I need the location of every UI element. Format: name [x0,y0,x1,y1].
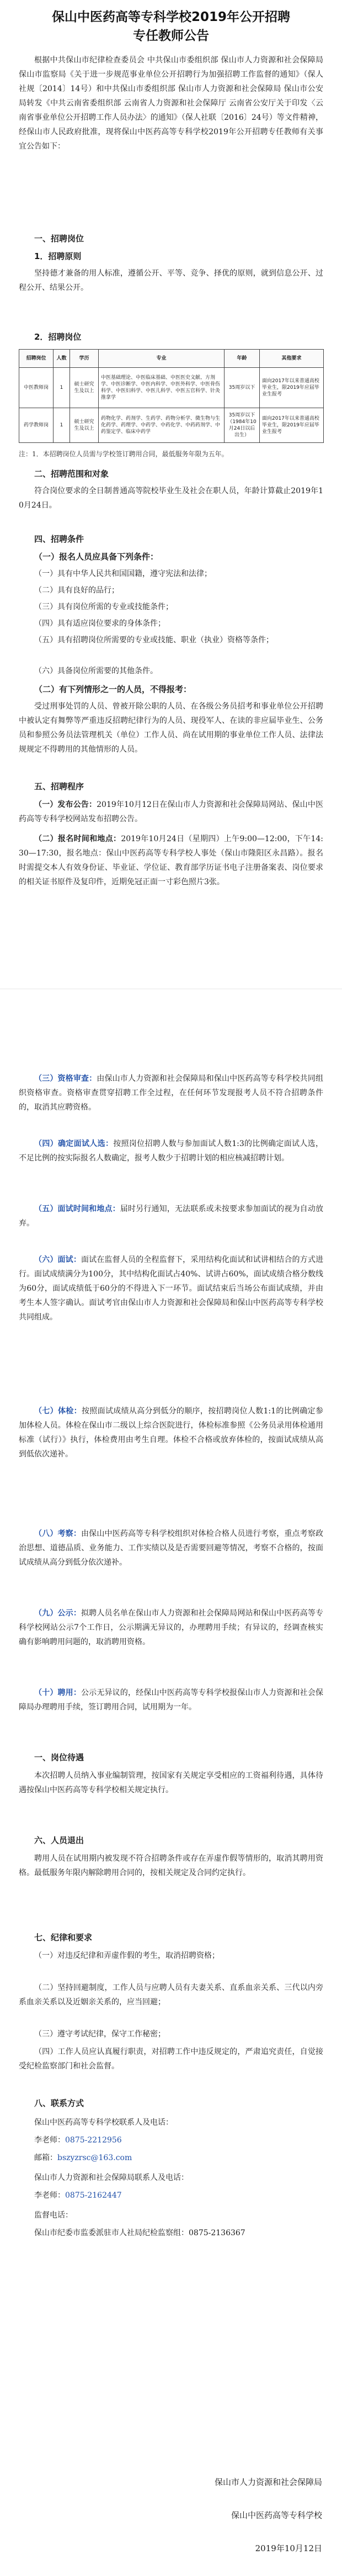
header-other: 其他要求 [260,350,324,368]
step-interview-time-label: （五）面试时间和地点： [34,1205,120,1213]
table-header-row [19,350,324,368]
contact-name: 李老师： [34,2191,65,2200]
section-heading-posts: 一、招聘岗位 [34,234,84,244]
step-hiring-text: 公示无异议的，经保山中医药高等专科学校报保山市人力资源和社会保障局办理聘用手续，签订聘用合同，试用期为一年。 [19,1688,323,1712]
table-row [19,368,324,408]
step-registration [19,832,323,932]
section-heading-contact: 八、联系方式 [34,2098,84,2108]
page-title-line1: 保山中医药高等专科学校2019年公开招聘 [51,10,290,24]
condition-item: （二）具有良好的品行； [34,586,119,595]
discipline-item: （三）遵守考试纪律，保守工作秘密； [34,2030,165,2039]
header-post: 招聘岗位 [19,350,54,368]
contact-person-school [19,2133,323,2147]
step-interview-text: 面试在监督人员的全程监督下，采用结构化面试和试讲相结合的方式进行。面试成绩满分为100分，其中结构化面试占40%、试讲占60%，面试成绩合格分数线为60分，面试成绩低于60分的不得进入下一环节。面试结束后当场公布面试成绩，并由考生本人签字确认。面试考官由保山市人力资源和社会保障局和保山中医药高等专科学校共同组成。 [19,1255,323,1322]
cell-major: 药物化学、药剂学、生药学、药物分析学、微生物与生化药学、药理学、中药学、中药化学、中药药剂学、中药鉴定学、临床中药学 [99,408,225,443]
benefits-text: 本次招聘人员纳入事业编制管理，按国家有关规定享受相应的工资福利待遇，具体待遇按保山中医药高等专科学校相关规定执行。 [19,1771,323,1794]
condition-item: （一）具有中华人民共和国国籍，遵守宪法和法律； [34,569,212,578]
discipline-item: （四）工作人员应认真履行职责，对招聘工作中违反规定的，严肃追究责任，自觉接受纪检监察部门和社会监督。 [19,2047,323,2071]
step-publicity [19,1606,323,1678]
email-link[interactable]: bszyzrsc@163.com [57,2153,132,2162]
intro-paragraph: 根据中共保山市纪律检查委员会 中共保山市委组织部 保山市人力资源和社会保障局 保山市监察局《关于进一步规范事业单位公开招聘行为加强招聘工作监督的通知》（保人社规〔2014〕14号）和中共保山市委组织部 保山市人力资源和社会保障局 保山市公安局转发《中共云南省委组织部 云南省人力资源和社会保障厅 云南省公安厅关于印发〈云南省事业单位公开招聘工作人员办法〉的通知》（保人社联〔2016〕24号）等文件精神，经保山市人民政府批准，现将保山中医药高等专科学校2019年公开招聘专任教师有关事宜公告如下： [19,56,323,151]
signature-date: 2019年10月12日 [255,2543,322,2553]
contact-email-row [19,2151,323,2165]
header-major: 专业 [99,350,225,368]
cell-post: 药学教师岗 [19,408,54,443]
step-qualification-text: 由保山市人力资源和社会保障局和保山中医药高等专科学校共同组织资格审查。资格审查贯穿招聘工作全过程，在任何环节发现报考人员不符合招聘条件的，取消其应聘资格。 [19,1074,324,1112]
step-interview-time [19,1202,323,1245]
section-heading-discipline: 七、纪律和要求 [34,1933,93,1942]
section-heading-benefits: 一、岗位待遇 [34,1752,84,1762]
table-row [19,408,324,443]
cell-count: 1 [54,408,70,443]
contact-name: 李老师： [34,2136,65,2145]
principle-text: 坚持德才兼备的用人标准，遵循公开、平等、竞争、择优的原则，就到信息公开、过程公开、结果公开。 [19,269,323,292]
section-heading-conditions: 四、招聘条件 [34,534,84,544]
step-publicity-text: 拟聘人员名单在保山市人力资源和社会保障局网站和保山中医药高等专科学校网站公示7个工作日，公示期满无异议的，办理聘用手续；有异议的，经调查核实确有影响聘用问题的，取消聘用资格。 [19,1609,323,1646]
contact-person-bureau [19,2188,323,2203]
page-title-line2: 专任教师公告 [133,29,209,43]
positions-table [19,349,324,443]
phone-link-school[interactable]: 0875-2212956 [65,2136,122,2145]
step-interview-label: （六）面试： [34,1255,81,1264]
step-interview [19,1253,323,1396]
step-inspection-label: （八）考察： [34,1529,81,1538]
condition-item: （五）具有招聘岗位所需要的专业或技能、职业（执业）资格等条件； [34,636,274,645]
signature-org-school: 保山中医药高等专科学校 [231,2510,322,2520]
step-registration-label: （二）报名时间和地点： [34,835,121,843]
phone-link-bureau[interactable]: 0875-2162447 [65,2191,122,2200]
step-medical-text: 按照面试成绩从高分到低分的顺序，按招聘岗位人数1:1的比例确定参加体检人员。体检在保山市二级以上综合医院进行，体检标准参照《公务员录用体检通用标准（试行）》执行，体检费用由考生自理。体检不合格或放弃体检的，按面试成绩从高到低依次递补。 [19,1407,324,1459]
discipline-item: （一）对违反纪律和弄虚作假的考生，取消招聘资格； [34,1951,220,1960]
cell-age: 35周岁以下 [225,368,260,408]
cell-post: 中医教师岗 [19,368,54,408]
step-inspection-text: 由保山中医药高等专科学校组织对体检合格人员进行考察，重点考察政治思想、道德品质、业务能力、工作实绩以及是否需要回避等情况，考察不合格的，按面试成绩从高分到低分依次递补。 [19,1529,323,1567]
step-publicity-label: （九）公示： [34,1609,81,1618]
signature-org-bureau: 保山市人力资源和社会保障局 [214,2477,322,2487]
section-heading-exit: 六、人员退出 [34,1835,84,1845]
supervision-text: 保山市纪委市监委派驻市人社局纪检监察组：0875-2136367 [34,2229,245,2237]
condition-item: （三）具有岗位所需的专业或技能条件； [34,603,173,611]
step-inspection [19,1527,323,1598]
section-heading-procedure: 五、招聘程序 [34,782,84,791]
cell-other: 面向2017年以来普通高校毕业生，限2019年应届毕业生报考 [260,408,324,443]
discipline-item: （二）坚持回避制度，工作人员与应聘人员有夫妻关系、直系血亲关系、三代以内旁系血亲关系以及近姻亲关系的，应当回避； [19,1983,323,2007]
step-hiring-label: （十）聘用： [34,1688,81,1697]
contact-org-school: 保山中医药高等专科学校联系人及电话： [34,2118,173,2127]
cell-age: 35周岁以下（1984年10月24日以后出生） [225,408,260,443]
step-qualification-label: （三）资格审查： [34,1074,97,1083]
subheading-post-table: 2．招聘岗位 [34,332,82,342]
email-label: 邮箱： [34,2153,57,2162]
table-note: 注：1．本招聘岗位人员需与学校签订聘用合同，最低服务年限为五年。 [19,450,228,458]
step-registration-text: 2019年10月24日（星期四）上午9:00—12:00，下午14:30—17:30，报名地点：保山中医药高等专科学校人事处（保山市隆阳区永昌路）。报名时需提交本人有效身份证、毕业证、学位证、教育部学历证书电子注册备案表、岗位要求的相关证书原件及复印件，近期免冠正面一寸彩色照片3张。 [19,835,323,886]
header-education: 学历 [70,350,99,368]
step-interview-list-label: （四）确定面试人选： [34,1139,114,1148]
exclusion-text: 受过刑事处罚的人员、曾被开除公职的人员、在各级公务员招考和事业单位公开招聘中被认定有舞弊等严重违反招聘纪律行为的人员、现役军人、在读的非应届毕业生、公务员和参照公务员法管理机关（单位）工作人员、尚在试用期的事业单位工作人员、法律法规规定不得聘用的其他情形的人员。 [19,702,323,754]
header-count: 人数 [54,350,70,368]
condition-item: （六）具备岗位所需要的其他条件。 [34,667,158,675]
step-publish [19,798,323,826]
cell-other: 面向2017年以来普通高校毕业生，限2019年应届毕业生报考 [260,368,324,408]
exit-text: 聘用人员在试用期内被发现不符合招聘条件或存在弄虚作假等情形的，取消其聘用资格。最低服务年限内解除聘用合同的，按相关规定及合同约定执行。 [19,1854,323,1877]
step-interview-list [19,1137,323,1194]
section-heading-scope: 二、招聘范围和对象 [34,469,109,479]
scope-text: 符合岗位要求的全日制普通高等院校毕业生及社会在职人员，年龄计算截止2019年10月24日。 [19,487,323,510]
subheading-principle: 1．招聘原则 [34,251,82,261]
condition-item: （四）具有适应岗位要求的身体条件； [34,619,165,628]
supervision-label: 监督电话： [34,2211,73,2220]
step-publish-label: （一）发布公告： [34,800,97,809]
cell-education: 硕士研究生及以上 [70,368,99,408]
cell-major: 中医基础理论、中医临床基础、中医医史文献、方剂学、中医诊断学、中医内科学、中医外科学、中医骨伤科学、中医妇科学、中医儿科学、中医五官科学、针灸推拿学 [99,368,225,408]
cell-count: 1 [54,368,70,408]
header-age: 年龄 [225,350,260,368]
step-publish-text: 2019年10月12日在保山市人力资源和社会保障局网站、保山中医药高等专科学校网站发布招聘公告。 [19,800,324,824]
step-interview-time-text: 届时另行通知，无法联系或未按要求参加面试的视为自动放弃。 [19,1205,324,1228]
step-medical [19,1404,323,1519]
step-interview-list-text: 按照岗位招聘人数与参加面试人数1:3的比例确定面试人选，不足比例的按实际报名人数确定，报考人数少于招聘计划的相应核减招聘计划。 [19,1139,324,1163]
step-medical-label: （七）体检： [34,1407,82,1416]
cell-education: 硕士研究生及以上 [70,408,99,443]
subheading-requirements: （一）报名人员应具备下列条件： [34,552,159,562]
contact-org-bureau: 保山市人力资源和社会保障局联系人及电话： [34,2173,189,2182]
subheading-exclusions: （二）有下列情形之一的人员，不得报考： [34,684,192,694]
step-hiring [19,1686,323,1743]
step-qualification [19,1071,323,1129]
